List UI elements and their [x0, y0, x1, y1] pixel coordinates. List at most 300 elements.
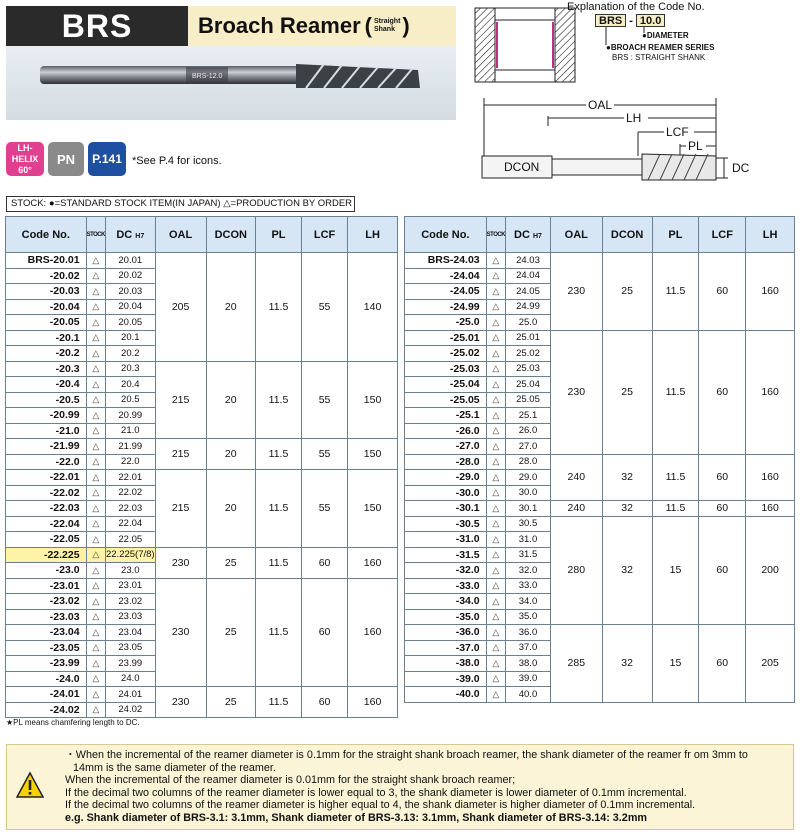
- code-cell: -31.5: [405, 547, 487, 563]
- warning-text: [65, 749, 790, 825]
- stock-cell: △: [86, 268, 105, 284]
- code-cell: -24.99: [405, 299, 487, 315]
- warning-line: ・When the incremental of the reamer diameter is 0.1mm for the straight shank broach reamer, the shank diameter of the reamer fr om 3mm to: [65, 749, 748, 761]
- pl-cell: 15: [652, 516, 699, 625]
- dc-cell: 20.05: [105, 315, 155, 331]
- series-description: BRS : STRAIGHT SHANK: [612, 53, 706, 62]
- warning-line: If the decimal two columns of the reamer diameter is higher equal to 4, the shank diameter is higher diameter of 0.1mm incremental.: [65, 799, 696, 812]
- lcf-cell: 60: [302, 578, 348, 687]
- oal-cell: 230: [155, 578, 206, 687]
- code-cell: -20.5: [6, 392, 87, 408]
- stock-cell: △: [86, 454, 105, 470]
- header-pl: PL: [255, 217, 301, 253]
- lh-cell: 150: [348, 361, 398, 439]
- dc-cell: 31.5: [506, 547, 551, 563]
- header-lcf: LCF: [699, 217, 746, 253]
- subtitle-open-paren: (: [364, 13, 372, 38]
- lcf-label: LCF: [666, 125, 689, 139]
- oal-cell: 205: [155, 253, 206, 362]
- pl-cell: 11.5: [652, 454, 699, 501]
- oal-label: OAL: [588, 98, 613, 112]
- lh-cell: 150: [348, 470, 398, 548]
- dcon-cell: 32: [602, 454, 652, 501]
- code-cell: -37.0: [405, 640, 487, 656]
- code-cell: -25.05: [405, 392, 487, 408]
- stock-cell: △: [486, 392, 505, 408]
- dc-cell: 33.0: [506, 578, 551, 594]
- header-code: Code No.: [6, 217, 87, 253]
- footnote: ★PL means chamfering length to DC.: [6, 718, 140, 727]
- lh-cell: 160: [746, 253, 795, 331]
- dc-cell: 22.05: [105, 532, 155, 548]
- oal-cell: 285: [550, 625, 602, 703]
- lh-cell: 160: [348, 578, 398, 687]
- code-cell: -23.03: [6, 609, 87, 625]
- product-photo: [6, 46, 456, 120]
- code-cell: -25.1: [405, 408, 487, 424]
- lh-cell: 200: [746, 516, 795, 625]
- table-row: [6, 470, 398, 486]
- code-cell: -22.225: [6, 547, 87, 563]
- code-cell: -24.02: [6, 702, 87, 718]
- dcon-cell: 32: [602, 516, 652, 625]
- stock-cell: △: [486, 609, 505, 625]
- dc-cell: 30.0: [506, 485, 551, 501]
- dc-cell: 20.3: [105, 361, 155, 377]
- code-cell: -23.0: [6, 563, 87, 579]
- lh-cell: 160: [746, 454, 795, 501]
- dc-cell: 32.0: [506, 563, 551, 579]
- dc-cell: 36.0: [506, 625, 551, 641]
- table-row: [6, 253, 398, 269]
- stock-cell: △: [486, 501, 505, 517]
- header-stock: STOCK: [486, 217, 505, 253]
- series-label: ●BROACH REAMER SERIES: [606, 43, 715, 52]
- spec-table-right: [404, 216, 795, 703]
- code-cell: -25.02: [405, 346, 487, 362]
- stock-cell: △: [86, 640, 105, 656]
- oal-cell: 240: [550, 454, 602, 501]
- dcon-cell: 20: [206, 253, 255, 362]
- code-cell: -20.02: [6, 268, 87, 284]
- stock-legend: STOCK: ●=STANDARD STOCK ITEM(IN JAPAN) △=PRODUCTION BY ORDER: [6, 196, 355, 212]
- reamer-image: [6, 46, 456, 120]
- code-cell: -22.04: [6, 516, 87, 532]
- code-cell: -35.0: [405, 609, 487, 625]
- stock-cell: △: [486, 330, 505, 346]
- stock-cell: △: [86, 547, 105, 563]
- lcf-cell: 60: [699, 330, 746, 454]
- dc-cell: 20.02: [105, 268, 155, 284]
- code-diameter: 10.0: [636, 14, 665, 27]
- stock-cell: △: [86, 361, 105, 377]
- code-cell: -20.4: [6, 377, 87, 393]
- dc-cell: 23.05: [105, 640, 155, 656]
- code-cell: -20.2: [6, 346, 87, 362]
- dc-cell: 27.0: [506, 439, 551, 455]
- header-lcf: LCF: [302, 217, 348, 253]
- code-cell: -20.3: [6, 361, 87, 377]
- dcon-cell: 20: [206, 439, 255, 470]
- stock-cell: △: [486, 470, 505, 486]
- code-cell: -30.1: [405, 501, 487, 517]
- pn-icon: PN: [48, 142, 84, 176]
- dc-cell: 25.05: [506, 392, 551, 408]
- dc-cell: 22.225(7/8): [105, 547, 155, 563]
- code-cell: -25.01: [405, 330, 487, 346]
- code-cell: -36.0: [405, 625, 487, 641]
- stock-cell: △: [486, 687, 505, 703]
- lh-cell: 160: [746, 501, 795, 517]
- dc-cell: 30.1: [506, 501, 551, 517]
- dc-cell: 30.5: [506, 516, 551, 532]
- code-cell: -23.02: [6, 594, 87, 610]
- warning-line: 14mm is the same diameter of the reamer.: [73, 761, 276, 774]
- dc-cell: 22.01: [105, 470, 155, 486]
- dc-cell: 20.2: [105, 346, 155, 362]
- dc-cell: 31.0: [506, 532, 551, 548]
- lh-label: LH: [626, 111, 642, 125]
- warning-example: e.g. Shank diameter of BRS-3.1: 3.1mm, Shank diameter of BRS-3.13: 3.1mm, Shank diameter of BRS-3.14: 3.2mm: [65, 811, 648, 824]
- code-cell: -30.5: [405, 516, 487, 532]
- code-cell: -23.04: [6, 625, 87, 641]
- table-row: [405, 516, 795, 532]
- lh-cell: 160: [746, 330, 795, 454]
- dc-cell: 20.5: [105, 392, 155, 408]
- oal-cell: 230: [550, 253, 602, 331]
- code-cell: -23.99: [6, 656, 87, 672]
- stock-cell: △: [486, 625, 505, 641]
- helix-angle: 60°: [18, 164, 32, 175]
- dcon-cell: 20: [206, 470, 255, 548]
- table-row: [405, 253, 795, 269]
- code-cell: BRS-20.01: [6, 253, 87, 269]
- stock-cell: △: [486, 640, 505, 656]
- dc-cell: 23.99: [105, 656, 155, 672]
- lcf-cell: 60: [302, 687, 348, 718]
- stock-cell: △: [486, 578, 505, 594]
- code-cell: BRS-24.03: [405, 253, 487, 269]
- code-cell: -28.0: [405, 454, 487, 470]
- dc-cell: 25.1: [506, 408, 551, 424]
- title-bar: [188, 6, 456, 46]
- dcon-cell: 20: [206, 361, 255, 439]
- dc-label: DC: [732, 161, 750, 175]
- stock-cell: △: [86, 578, 105, 594]
- table-row: [6, 361, 398, 377]
- pl-cell: 11.5: [255, 439, 301, 470]
- warning-icon: [15, 771, 45, 799]
- stock-cell: △: [486, 454, 505, 470]
- code-cell: -25.0: [405, 315, 487, 331]
- dc-cell: 28.0: [506, 454, 551, 470]
- dc-cell: 35.0: [506, 609, 551, 625]
- stock-cell: △: [86, 315, 105, 331]
- stock-cell: △: [86, 501, 105, 517]
- pl-cell: 15: [652, 625, 699, 703]
- oal-cell: 215: [155, 361, 206, 439]
- dc-cell: 40.0: [506, 687, 551, 703]
- header-dcon: DCON: [206, 217, 255, 253]
- dcon-cell: 25: [602, 330, 652, 454]
- code-cell: -20.99: [6, 408, 87, 424]
- table-row: [405, 330, 795, 346]
- pl-cell: 11.5: [255, 253, 301, 362]
- stock-cell: △: [486, 594, 505, 610]
- header-stock: STOCK: [86, 217, 105, 253]
- dc-cell: 20.99: [105, 408, 155, 424]
- stock-cell: △: [486, 547, 505, 563]
- code-cell: -31.0: [405, 532, 487, 548]
- stock-cell: △: [486, 408, 505, 424]
- pl-label: PL: [688, 139, 703, 153]
- subtitle-line2: Shank: [373, 26, 395, 33]
- pl-cell: 11.5: [652, 253, 699, 331]
- code-dash: -: [629, 14, 633, 27]
- helix-label: LH-HELIX: [11, 142, 39, 164]
- stock-cell: △: [86, 516, 105, 532]
- dimension-drawing: [478, 96, 798, 188]
- dc-cell: 25.02: [506, 346, 551, 362]
- stock-cell: △: [86, 377, 105, 393]
- stock-cell: △: [86, 625, 105, 641]
- dc-cell: 20.04: [105, 299, 155, 315]
- stock-cell: △: [86, 485, 105, 501]
- stock-cell: △: [86, 392, 105, 408]
- dc-cell: 24.02: [105, 702, 155, 718]
- code-cell: -24.05: [405, 284, 487, 300]
- lcf-cell: 55: [302, 439, 348, 470]
- oal-cell: 230: [155, 547, 206, 578]
- stock-cell: △: [486, 315, 505, 331]
- code-cell: -22.0: [6, 454, 87, 470]
- stock-cell: △: [486, 423, 505, 439]
- lh-cell: 160: [348, 687, 398, 718]
- lcf-cell: 60: [699, 501, 746, 517]
- lh-cell: 205: [746, 625, 795, 703]
- dc-cell: 24.04: [506, 268, 551, 284]
- code-cell: -25.03: [405, 361, 487, 377]
- dc-cell: 25.03: [506, 361, 551, 377]
- dc-cell: 24.03: [506, 253, 551, 269]
- header-pl: PL: [652, 217, 699, 253]
- dc-cell: 20.1: [105, 330, 155, 346]
- product-subtitle: [365, 13, 410, 39]
- stock-cell: △: [86, 470, 105, 486]
- dc-cell: 23.04: [105, 625, 155, 641]
- code-cell: -21.99: [6, 439, 87, 455]
- dc-cell: 24.99: [506, 299, 551, 315]
- code-cell: -24.0: [6, 671, 87, 687]
- dc-cell: 22.03: [105, 501, 155, 517]
- lcf-cell: 55: [302, 470, 348, 548]
- dc-cell: 24.05: [506, 284, 551, 300]
- code-cell: -33.0: [405, 578, 487, 594]
- dc-cell: 34.0: [506, 594, 551, 610]
- oal-cell: 240: [550, 501, 602, 517]
- spec-table-left: [5, 216, 398, 718]
- dc-cell: 37.0: [506, 640, 551, 656]
- code-cell: -27.0: [405, 439, 487, 455]
- code-cell: -20.1: [6, 330, 87, 346]
- stock-cell: △: [486, 346, 505, 362]
- table-row: [6, 547, 398, 563]
- dcon-cell: 25: [206, 578, 255, 687]
- code-cell: -20.03: [6, 284, 87, 300]
- stock-cell: △: [486, 299, 505, 315]
- oal-cell: 215: [155, 470, 206, 548]
- code-cell: -39.0: [405, 671, 487, 687]
- lh-helix-icon: [6, 142, 44, 176]
- warning-box: [6, 744, 794, 830]
- stock-cell: △: [86, 702, 105, 718]
- header-lh: LH: [348, 217, 398, 253]
- dc-cell: 25.0: [506, 315, 551, 331]
- stock-cell: △: [486, 253, 505, 269]
- header-oal: OAL: [550, 217, 602, 253]
- pl-cell: 11.5: [652, 330, 699, 454]
- table-row: [6, 687, 398, 703]
- dc-cell: 26.0: [506, 423, 551, 439]
- table-row: [6, 439, 398, 455]
- stock-cell: △: [86, 671, 105, 687]
- svg-text:BRS-12.0: BRS-12.0: [192, 73, 223, 80]
- dcon-label: DCON: [504, 160, 540, 174]
- code-prefix: BRS: [595, 14, 626, 27]
- code-cell: -22.03: [6, 501, 87, 517]
- code-cell: -24.04: [405, 268, 487, 284]
- series-badge: BRS: [6, 6, 188, 46]
- code-cell: -20.04: [6, 299, 87, 315]
- code-cell: -23.05: [6, 640, 87, 656]
- dc-cell: 21.99: [105, 439, 155, 455]
- code-cell: -26.0: [405, 423, 487, 439]
- subtitle-close-paren: ): [402, 13, 410, 38]
- icons-note: *See P.4 for icons.: [132, 155, 222, 167]
- header-code: Code No.: [405, 217, 487, 253]
- dc-cell: 23.0: [105, 563, 155, 579]
- code-cell: -22.01: [6, 470, 87, 486]
- stock-cell: △: [486, 377, 505, 393]
- stock-cell: △: [486, 268, 505, 284]
- lcf-cell: 55: [302, 253, 348, 362]
- dc-cell: 29.0: [506, 470, 551, 486]
- dc-cell: 25.04: [506, 377, 551, 393]
- lcf-cell: 55: [302, 361, 348, 439]
- code-cell: -24.01: [6, 687, 87, 703]
- code-leader-lines: [598, 25, 658, 49]
- dcon-cell: 25: [206, 547, 255, 578]
- code-cell: -34.0: [405, 594, 487, 610]
- code-cell: -38.0: [405, 656, 487, 672]
- pl-cell: 11.5: [255, 470, 301, 548]
- stock-cell: △: [486, 284, 505, 300]
- stock-cell: △: [486, 361, 505, 377]
- dc-cell: 22.04: [105, 516, 155, 532]
- stock-cell: △: [86, 346, 105, 362]
- code-cell: -25.04: [405, 377, 487, 393]
- pl-cell: 11.5: [255, 687, 301, 718]
- pl-cell: 11.5: [255, 361, 301, 439]
- code-cell: -22.05: [6, 532, 87, 548]
- stock-cell: △: [86, 439, 105, 455]
- stock-cell: △: [486, 532, 505, 548]
- dcon-cell: 32: [602, 501, 652, 517]
- code-cell: -21.0: [6, 423, 87, 439]
- table-row: [6, 578, 398, 594]
- lh-cell: 140: [348, 253, 398, 362]
- warning-line: If the decimal two columns of the reamer diameter is lower equal to 3, the shank diameter is lower diameter of 0.1mm incremental.: [65, 786, 687, 799]
- code-explanation-title: Explanation of the Code No.: [567, 1, 705, 13]
- stock-cell: △: [86, 330, 105, 346]
- dcon-cell: 32: [602, 625, 652, 703]
- dc-cell: 22.02: [105, 485, 155, 501]
- warning-line: When the incremental of the reamer diameter is 0.01mm for the straight shank broach reamer;: [65, 774, 516, 787]
- stock-cell: △: [486, 671, 505, 687]
- oal-cell: 280: [550, 516, 602, 625]
- stock-cell: △: [86, 656, 105, 672]
- dc-cell: 24.0: [105, 671, 155, 687]
- lcf-cell: 60: [302, 547, 348, 578]
- header-oal: OAL: [155, 217, 206, 253]
- stock-cell: △: [86, 423, 105, 439]
- code-cell: -30.0: [405, 485, 487, 501]
- stock-cell: △: [86, 299, 105, 315]
- header-dc: DC H7: [506, 217, 551, 253]
- oal-cell: 230: [550, 330, 602, 454]
- lcf-cell: 60: [699, 253, 746, 331]
- stock-cell: △: [86, 687, 105, 703]
- stock-cell: △: [486, 516, 505, 532]
- code-cell: -22.02: [6, 485, 87, 501]
- oal-cell: 230: [155, 687, 206, 718]
- header-dc: DC H7: [105, 217, 155, 253]
- code-cell: -32.0: [405, 563, 487, 579]
- stock-cell: △: [86, 532, 105, 548]
- header-lh: LH: [746, 217, 795, 253]
- dc-cell: 21.0: [105, 423, 155, 439]
- lh-cell: 160: [348, 547, 398, 578]
- lcf-cell: 60: [699, 516, 746, 625]
- stock-cell: △: [486, 563, 505, 579]
- dcon-cell: 25: [206, 687, 255, 718]
- pl-cell: 11.5: [255, 578, 301, 687]
- page-ref-icon[interactable]: P.141: [88, 142, 126, 176]
- stock-cell: △: [86, 408, 105, 424]
- dc-cell: 38.0: [506, 656, 551, 672]
- product-title: Broach Reamer: [198, 13, 361, 38]
- stock-cell: △: [486, 439, 505, 455]
- dc-cell: 20.03: [105, 284, 155, 300]
- stock-cell: △: [86, 563, 105, 579]
- stock-cell: △: [486, 485, 505, 501]
- stock-cell: △: [86, 284, 105, 300]
- header-dcon: DCON: [602, 217, 652, 253]
- stock-cell: △: [486, 656, 505, 672]
- diameter-label: ●DIAMETER: [642, 31, 689, 40]
- lcf-cell: 60: [699, 454, 746, 501]
- code-cell: -29.0: [405, 470, 487, 486]
- pl-cell: 11.5: [652, 501, 699, 517]
- stock-cell: △: [86, 594, 105, 610]
- dc-cell: 23.02: [105, 594, 155, 610]
- dc-cell: 39.0: [506, 671, 551, 687]
- pl-cell: 11.5: [255, 547, 301, 578]
- subtitle-line1: Straight: [373, 18, 401, 25]
- dc-cell: 23.03: [105, 609, 155, 625]
- table-row: [405, 454, 795, 470]
- section-drawing: [470, 4, 580, 86]
